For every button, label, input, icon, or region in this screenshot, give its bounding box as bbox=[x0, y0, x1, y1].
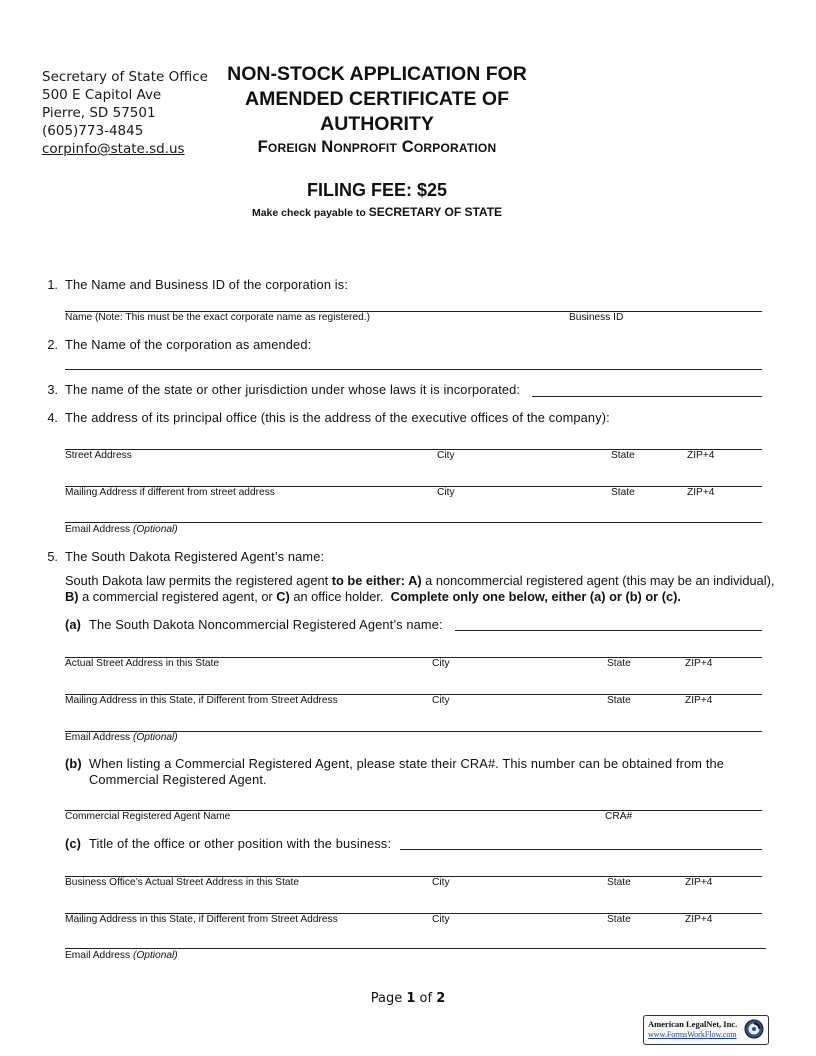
q4-email-label: Email Address (Optional) bbox=[65, 524, 178, 535]
q4-zip-label: ZIP+4 bbox=[687, 450, 715, 461]
q5c-zip-label: ZIP+4 bbox=[685, 877, 713, 888]
q5b-agent-name-label: Commercial Registered Agent Name bbox=[65, 811, 231, 822]
q3-number: 3. bbox=[47, 382, 58, 397]
q5a-mailing-zip-label: ZIP+4 bbox=[685, 695, 713, 706]
q5a-street-label: Actual Street Address in this State bbox=[65, 658, 220, 669]
q5c-city-label: City bbox=[432, 877, 450, 888]
q5c-tag: (c) bbox=[65, 836, 82, 851]
q1-text: The Name and Business ID of the corporation is: bbox=[65, 277, 349, 292]
page-number: Page 1 of 2 bbox=[370, 991, 446, 1006]
q5c-email-field[interactable] bbox=[65, 948, 766, 949]
q5a-email-label: Email Address (Optional) bbox=[65, 732, 178, 743]
q5a-mailing-label: Mailing Address in this State, if Different from Street Address bbox=[65, 695, 338, 706]
q4-text: The address of its principal office (this is the address of the executive offices of the company): bbox=[65, 410, 610, 425]
q4-state-label: State bbox=[611, 450, 635, 461]
q5b-tag: (b) bbox=[65, 756, 82, 771]
check-prefix: Make check payable to bbox=[251, 207, 366, 219]
q5a-mailing-state-label: State bbox=[607, 695, 631, 706]
title-line-1: NON-STOCK APPLICATION FOR bbox=[227, 63, 527, 85]
q1-id-label: Business ID bbox=[569, 312, 624, 323]
q5b-text-1: When listing a Commercial Registered Agent, please state their CRA#. This number can be obtained from the bbox=[89, 756, 725, 771]
q5c-mailing-label: Mailing Address in this State, if Different from Street Address bbox=[65, 914, 338, 925]
q5c-street-label: Business Office’s Actual Street Address in this State bbox=[65, 877, 300, 888]
form-subtitle: Foreign Nonprofit Corporation bbox=[257, 138, 497, 156]
q1-name-label: Name (Note: This must be the exact corporate name as registered.) bbox=[65, 312, 371, 323]
q5-instructions: South Dakota law permits the registered agent to be either: A) a noncommercial registered agent (this may be an individual), B) a commercial registered agent, or C) an office holder. Complete only one below, either (a) or (b) or (c). bbox=[65, 573, 775, 604]
q5a-agent-name-field[interactable] bbox=[455, 630, 762, 631]
q4-mailing-state-label: State bbox=[611, 487, 635, 498]
legalnet-badge[interactable] bbox=[643, 1015, 769, 1045]
q1-number: 1. bbox=[47, 277, 58, 292]
q3-jurisdiction-field[interactable] bbox=[532, 396, 762, 397]
q4-mailing-zip-label: ZIP+4 bbox=[687, 487, 715, 498]
badge-company: American LegalNet, Inc. bbox=[648, 1019, 738, 1029]
q4-street-field[interactable] bbox=[65, 449, 762, 450]
check-payee: SECRETARY OF STATE bbox=[368, 205, 503, 219]
q5b-cra-label: CRA# bbox=[605, 811, 633, 822]
q4-mailing-label: Mailing Address if different from street address bbox=[65, 487, 275, 498]
title-line-2: AMENDED CERTIFICATE OF bbox=[245, 88, 509, 110]
title-line-3: AUTHORITY bbox=[320, 113, 434, 135]
q3-text: The name of the state or other jurisdiction under whose laws it is incorporated: bbox=[65, 382, 521, 397]
office-city: Pierre, SD 57501 bbox=[42, 105, 156, 121]
office-street: 500 E Capitol Ave bbox=[42, 87, 162, 103]
q5c-email-label: Email Address (Optional) bbox=[65, 950, 178, 961]
q5a-city-label: City bbox=[432, 658, 450, 669]
q5-number: 5. bbox=[47, 549, 58, 564]
q5c-mailing-zip-label: ZIP+4 bbox=[685, 914, 713, 925]
office-phone: (605)773-4845 bbox=[42, 123, 144, 139]
q2-text: The Name of the corporation as amended: bbox=[65, 337, 312, 352]
q4-email-field[interactable] bbox=[65, 522, 762, 523]
check-payable-note bbox=[200, 205, 554, 219]
q5-text: The South Dakota Registered Agent’s name: bbox=[65, 549, 325, 564]
office-email-link[interactable]: corpinfo@state.sd.us bbox=[42, 141, 185, 157]
q4-number: 4. bbox=[47, 410, 58, 425]
legalnet-logo-icon bbox=[744, 1019, 764, 1039]
q5a-zip-label: ZIP+4 bbox=[685, 658, 713, 669]
form-title bbox=[200, 62, 554, 137]
q2-number: 2. bbox=[47, 337, 58, 352]
q5b-text-2: Commercial Registered Agent. bbox=[89, 772, 267, 787]
office-name: Secretary of State Office bbox=[42, 69, 208, 85]
q5a-text: The South Dakota Noncommercial Registered Agent’s name: bbox=[89, 617, 443, 632]
q5a-tag: (a) bbox=[65, 617, 82, 632]
q2-amended-name-field[interactable] bbox=[65, 369, 762, 370]
q5c-mailing-city-label: City bbox=[432, 914, 450, 925]
q4-city-label: City bbox=[437, 450, 455, 461]
q5c-state-label: State bbox=[607, 877, 631, 888]
q5c-title-field[interactable] bbox=[400, 849, 762, 850]
office-address-block bbox=[42, 68, 208, 158]
q4-mailing-city-label: City bbox=[437, 487, 455, 498]
q5c-mailing-state-label: State bbox=[607, 914, 631, 925]
q5c-text: Title of the office or other position with the business: bbox=[89, 836, 392, 851]
q5a-mailing-city-label: City bbox=[432, 695, 450, 706]
q5a-state-label: State bbox=[607, 658, 631, 669]
q4-street-label: Street Address bbox=[65, 450, 132, 461]
filing-fee: FILING FEE: $25 bbox=[306, 180, 448, 200]
badge-url[interactable]: www.FormsWorkFlow.com bbox=[648, 1030, 737, 1039]
